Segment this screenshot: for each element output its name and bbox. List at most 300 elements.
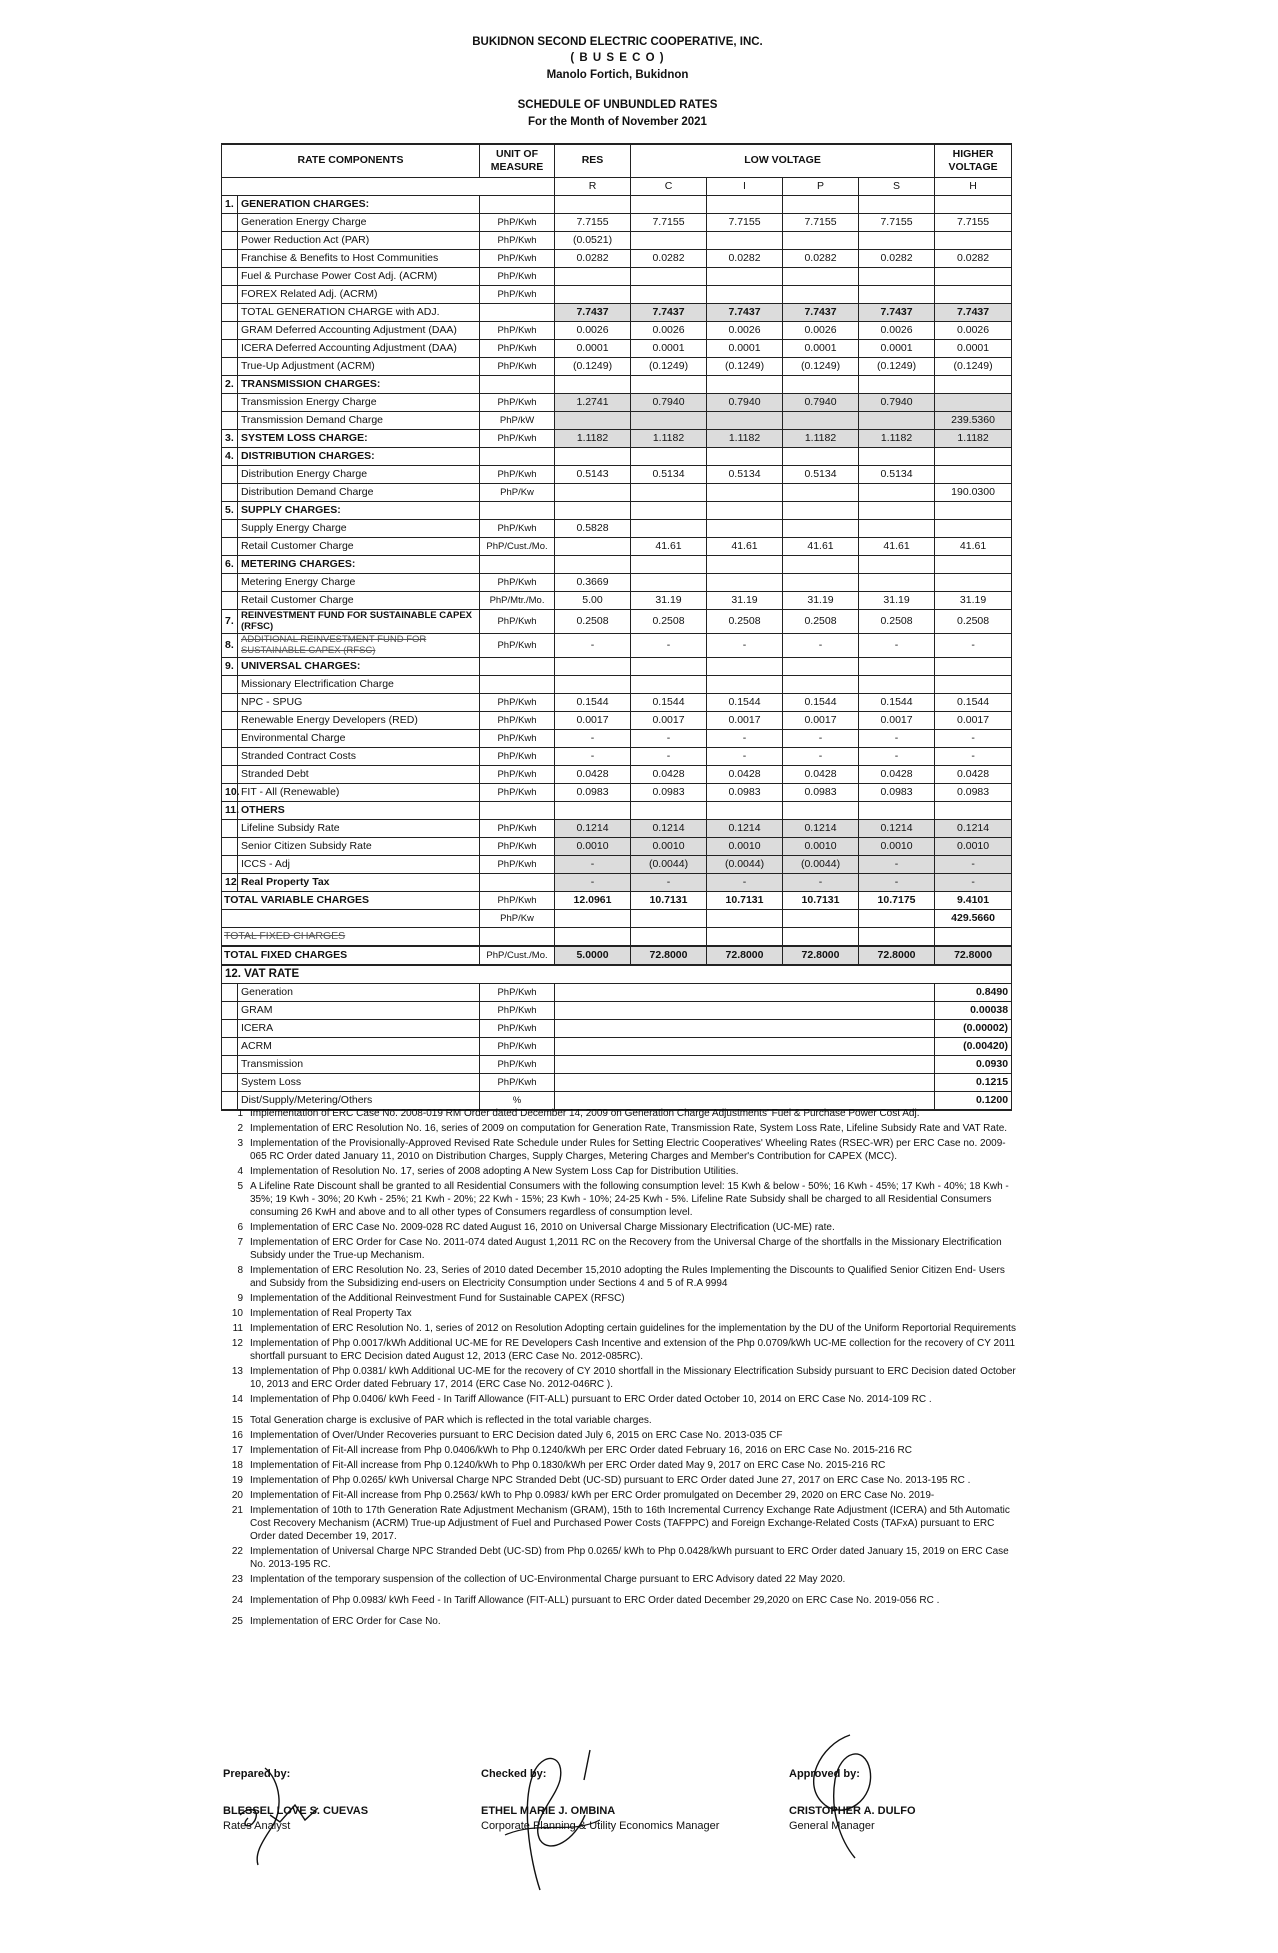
footnote-item bbox=[226, 1221, 1016, 1234]
rate-value-cell bbox=[859, 501, 935, 519]
rate-component-label: TOTAL FIXED CHARGES bbox=[222, 946, 480, 965]
rate-value-cell: 0.0001 bbox=[935, 339, 1012, 357]
res-header: RES bbox=[555, 144, 631, 177]
rate-value-cell: 0.0010 bbox=[555, 837, 631, 855]
footnote-number: 7 bbox=[237, 1237, 243, 1248]
rate-value-cell: 0.0010 bbox=[935, 837, 1012, 855]
rate-value-cell bbox=[859, 801, 935, 819]
rate-component-label: Franchise & Benefits to Host Communities bbox=[238, 249, 480, 267]
section-number: 5. bbox=[222, 501, 238, 519]
rate-component-label: FIT - All (Renewable) bbox=[238, 783, 480, 801]
rate-row bbox=[222, 819, 1012, 837]
vat-row bbox=[222, 983, 1012, 1001]
rate-value-cell bbox=[783, 909, 859, 927]
footnote-text: A Lifeline Rate Discount shall be granted to all Residential Consumers with the following consumption level: 15 Kwh & below - 50%; 16 Kwh - 45%; 17 Kwh - 40%; 18 Kwh - 35%; 19 Kwh - 30%; 20 Kwh - 25%; 21 Kwh - 20%; 22 Kwh - 15%; 23 Kwh - 10%; 24-25 Kwh - 5%. Lifeline Rate Subsidy shall be charged to all Residential Consumers consuming 26 KwH and above and to all other types of Consumers regardless of consumption level. bbox=[250, 1181, 1009, 1218]
footnote-item bbox=[226, 1322, 1016, 1335]
rate-value-cell: 10.7131 bbox=[707, 891, 783, 909]
footnote-number: 12 bbox=[231, 1338, 243, 1349]
section-number: 9. bbox=[222, 657, 238, 675]
vat-heading: 12. VAT RATE bbox=[222, 965, 1012, 984]
rate-component-label: GENERATION CHARGES: bbox=[238, 195, 480, 213]
unit-cell: PhP/Kwh bbox=[480, 393, 555, 411]
rate-row bbox=[222, 609, 1012, 633]
rate-component-label: Supply Energy Charge bbox=[238, 519, 480, 537]
rate-row bbox=[222, 465, 1012, 483]
rate-value-cell bbox=[783, 375, 859, 393]
rate-component-label: Distribution Energy Charge bbox=[238, 465, 480, 483]
footnote-item bbox=[226, 1594, 1016, 1607]
rate-value-cell bbox=[707, 657, 783, 675]
rate-value-cell bbox=[631, 411, 707, 429]
unit-cell: PhP/Kwh bbox=[480, 357, 555, 375]
rate-value-cell: 41.61 bbox=[631, 537, 707, 555]
rate-value-cell: - bbox=[707, 633, 783, 657]
rate-value-cell: 72.8000 bbox=[783, 946, 859, 965]
higher-voltage-header: HIGHER VOLTAGE bbox=[935, 144, 1012, 177]
rate-value-cell: 31.19 bbox=[631, 591, 707, 609]
footnote-item bbox=[226, 1393, 1016, 1406]
footnote-number: 4 bbox=[237, 1166, 243, 1177]
unit-cell: % bbox=[480, 1091, 555, 1110]
rate-component-label: TRANSMISSION CHARGES: bbox=[238, 375, 480, 393]
section-number bbox=[222, 249, 238, 267]
rate-value-cell: - bbox=[859, 633, 935, 657]
sub-code-cell: S bbox=[859, 177, 935, 195]
rate-value-cell: 12.0961 bbox=[555, 891, 631, 909]
rate-component-label: Renewable Energy Developers (RED) bbox=[238, 711, 480, 729]
rate-value-cell bbox=[707, 555, 783, 573]
rate-value-cell: 0.1214 bbox=[783, 819, 859, 837]
footnote-text: Implementation of Php 0.0381/ kWh Additional UC-ME for the recovery of CY 2010 shortfall in the Missionary Electrification Subsidy pursuant to ERC Decision dated October 10, 2013 and ERC Order dated February 17, 2014 (ERC Case No. 2012-046RC ). bbox=[250, 1366, 1016, 1390]
unit-cell bbox=[480, 675, 555, 693]
blank-cell bbox=[222, 177, 555, 195]
rate-row bbox=[222, 357, 1012, 375]
rate-value-cell bbox=[859, 573, 935, 591]
unit-cell: PhP/Kwh bbox=[480, 573, 555, 591]
rate-value-cell: 0.0282 bbox=[859, 249, 935, 267]
blank-cell bbox=[222, 1037, 238, 1055]
rate-value-cell: 5.00 bbox=[555, 591, 631, 609]
rate-row bbox=[222, 231, 1012, 249]
footnote-item bbox=[226, 1573, 1016, 1586]
footnote-text: Implementation of ERC Resolution No. 1, series of 2012 on Resolution Adopting certain guidelines for the implementation by the DU of the Uniform Reportorial Requirements bbox=[250, 1323, 1016, 1334]
rate-value-cell bbox=[935, 501, 1012, 519]
rate-value-cell bbox=[859, 231, 935, 249]
rate-value-cell: 0.1214 bbox=[555, 819, 631, 837]
rate-value-cell: 0.0017 bbox=[707, 711, 783, 729]
rate-value-cell: - bbox=[707, 873, 783, 891]
company-name: BUKIDNON SECOND ELECTRIC COOPERATIVE, INC. bbox=[472, 36, 763, 48]
rate-value-cell: 0.0983 bbox=[631, 783, 707, 801]
rate-value-cell bbox=[783, 519, 859, 537]
sub-code-cell: H bbox=[935, 177, 1012, 195]
rate-component-label: Metering Energy Charge bbox=[238, 573, 480, 591]
rate-value-cell: - bbox=[707, 729, 783, 747]
rate-value-cell bbox=[783, 447, 859, 465]
footnote-item bbox=[226, 1429, 1016, 1442]
section-number bbox=[222, 285, 238, 303]
rate-row bbox=[222, 591, 1012, 609]
rate-value-cell: 0.7940 bbox=[859, 393, 935, 411]
rate-value-cell: 0.0983 bbox=[935, 783, 1012, 801]
rate-value-cell bbox=[859, 909, 935, 927]
rate-value-cell: 41.61 bbox=[707, 537, 783, 555]
footnote-text: Implementation of Real Property Tax bbox=[250, 1308, 412, 1319]
unit-cell: PhP/Kwh bbox=[480, 231, 555, 249]
vat-component-label: ACRM bbox=[238, 1037, 480, 1055]
rate-value-cell bbox=[631, 285, 707, 303]
rate-value-cell bbox=[859, 927, 935, 946]
rate-value-cell: 0.2508 bbox=[555, 609, 631, 633]
rate-value-cell: 0.2508 bbox=[935, 609, 1012, 633]
rate-row bbox=[222, 375, 1012, 393]
footnote-item bbox=[226, 1180, 1016, 1219]
rate-value-cell: 0.5828 bbox=[555, 519, 631, 537]
rate-value-cell: 0.0026 bbox=[555, 321, 631, 339]
unit-cell: PhP/Kwh bbox=[480, 249, 555, 267]
rate-value-cell bbox=[707, 195, 783, 213]
rate-value-cell bbox=[555, 195, 631, 213]
footnote-number: 25 bbox=[231, 1616, 243, 1627]
unit-cell bbox=[480, 801, 555, 819]
rate-row bbox=[222, 747, 1012, 765]
rate-value-cell: (0.0521) bbox=[555, 231, 631, 249]
rate-value-cell bbox=[935, 447, 1012, 465]
footnote-text: Implementation of the Provisionally-Approved Revised Rate Schedule under Rules for Setting Electric Cooperatives' Wheeling Rates (RSEC-WR) per ERC Case no. 2009-065 RC Order dated January 11, 2010 on Distribution Charges, Supply Charges, Metering Charges and Member's Contribution for CAPEX (MCC). bbox=[250, 1138, 1006, 1162]
rate-value-cell: 239.5360 bbox=[935, 411, 1012, 429]
rate-value-cell: 1.1182 bbox=[555, 429, 631, 447]
footnotes bbox=[226, 1107, 1016, 1630]
rate-value-cell bbox=[935, 555, 1012, 573]
footnote-text: Implementation of Fit-All increase from Php 0.1240/kWh to Php 0.1830/kWh per ERC Order dated May 9, 2017 on ERC Case No. 2015-216 RC bbox=[250, 1460, 886, 1471]
rate-value-cell bbox=[935, 285, 1012, 303]
rate-value-cell: (0.0044) bbox=[783, 855, 859, 873]
rate-value-cell: 0.2508 bbox=[783, 609, 859, 633]
rate-value-cell: - bbox=[859, 855, 935, 873]
rate-value-cell bbox=[859, 519, 935, 537]
section-number: 10. bbox=[222, 783, 238, 801]
rate-value-cell bbox=[783, 573, 859, 591]
rate-value-cell: 7.7437 bbox=[707, 303, 783, 321]
rate-value-cell bbox=[859, 483, 935, 501]
signature-prepared-image bbox=[210, 1760, 340, 1870]
rate-value-cell bbox=[631, 375, 707, 393]
rate-value-cell bbox=[631, 267, 707, 285]
rate-value-cell: - bbox=[935, 873, 1012, 891]
rate-value-cell: 31.19 bbox=[859, 591, 935, 609]
blank-cell bbox=[222, 1073, 238, 1091]
rate-value-cell bbox=[707, 675, 783, 693]
unit-cell: PhP/Kwh bbox=[480, 321, 555, 339]
company-abbrev: ( B U S E C O ) bbox=[570, 52, 665, 64]
rate-value-cell bbox=[935, 657, 1012, 675]
unit-cell: PhP/Kw bbox=[480, 483, 555, 501]
footnote-number: 9 bbox=[237, 1293, 243, 1304]
rate-component-label: Fuel & Purchase Power Cost Adj. (ACRM) bbox=[238, 267, 480, 285]
rate-value-cell: - bbox=[859, 729, 935, 747]
vat-value-cell: 0.00038 bbox=[935, 1001, 1012, 1019]
rate-value-cell bbox=[783, 927, 859, 946]
unit-cell: PhP/Cust./Mo. bbox=[480, 537, 555, 555]
footnote-item bbox=[226, 1489, 1016, 1502]
sub-code-cell: R bbox=[555, 177, 631, 195]
rate-component-label: GRAM Deferred Accounting Adjustment (DAA) bbox=[238, 321, 480, 339]
rate-component-label: NPC - SPUG bbox=[238, 693, 480, 711]
rate-value-cell bbox=[631, 195, 707, 213]
footnote-number: 5 bbox=[237, 1181, 243, 1192]
vat-row bbox=[222, 1037, 1012, 1055]
rate-value-cell: 0.0026 bbox=[631, 321, 707, 339]
rate-value-cell: - bbox=[555, 747, 631, 765]
rate-value-cell: 0.0026 bbox=[935, 321, 1012, 339]
vat-component-label: System Loss bbox=[238, 1073, 480, 1091]
rate-row bbox=[222, 633, 1012, 657]
rate-value-cell bbox=[555, 927, 631, 946]
footnote-item bbox=[226, 1292, 1016, 1305]
unit-cell: PhP/Kwh bbox=[480, 747, 555, 765]
footnote-text: Implementation of Php 0.0406/ kWh Feed - In Tariff Allowance (FIT-ALL) pursuant to ERC Order dated October 10, 2014 on ERC Case No. 2014-109 RC . bbox=[250, 1394, 932, 1405]
rate-component-label: Environmental Charge bbox=[238, 729, 480, 747]
rate-value-cell bbox=[935, 675, 1012, 693]
rate-value-cell: 0.0983 bbox=[555, 783, 631, 801]
footnote-item bbox=[226, 1337, 1016, 1363]
rate-value-cell: 0.5134 bbox=[783, 465, 859, 483]
rate-value-cell bbox=[555, 411, 631, 429]
rate-value-cell: 0.0010 bbox=[631, 837, 707, 855]
rate-value-cell: 0.3669 bbox=[555, 573, 631, 591]
footnote-number: 1 bbox=[237, 1108, 243, 1119]
rate-value-cell bbox=[783, 285, 859, 303]
unit-cell bbox=[480, 657, 555, 675]
sub-code-cell: I bbox=[707, 177, 783, 195]
rate-row bbox=[222, 339, 1012, 357]
rate-value-cell: - bbox=[783, 873, 859, 891]
rate-value-cell: 429.5660 bbox=[935, 909, 1012, 927]
vat-row bbox=[222, 1019, 1012, 1037]
rate-value-cell bbox=[707, 927, 783, 946]
unit-cell: PhP/Kwh bbox=[480, 429, 555, 447]
rate-value-cell: 0.7940 bbox=[783, 393, 859, 411]
unit-cell: PhP/kW bbox=[480, 411, 555, 429]
rate-value-cell bbox=[935, 267, 1012, 285]
rate-row bbox=[222, 927, 1012, 946]
rate-row bbox=[222, 873, 1012, 891]
vat-row bbox=[222, 1073, 1012, 1091]
rate-value-cell: 7.7155 bbox=[707, 213, 783, 231]
rate-value-cell: 0.7940 bbox=[631, 393, 707, 411]
footnote-number: 14 bbox=[231, 1394, 243, 1405]
unit-cell: PhP/Kwh bbox=[480, 1019, 555, 1037]
rate-value-cell bbox=[555, 657, 631, 675]
rate-value-cell: - bbox=[631, 873, 707, 891]
rate-value-cell bbox=[555, 537, 631, 555]
unit-cell bbox=[480, 555, 555, 573]
footnote-item bbox=[226, 1474, 1016, 1487]
rate-value-cell bbox=[555, 501, 631, 519]
rate-value-cell bbox=[859, 447, 935, 465]
blank-cell bbox=[555, 1037, 935, 1055]
rate-value-cell: (0.1249) bbox=[555, 357, 631, 375]
rate-component-label: ICERA Deferred Accounting Adjustment (DAA) bbox=[238, 339, 480, 357]
rate-value-cell bbox=[631, 909, 707, 927]
rate-value-cell: - bbox=[783, 747, 859, 765]
rate-value-cell bbox=[555, 675, 631, 693]
rate-row bbox=[222, 946, 1012, 965]
rate-value-cell bbox=[935, 927, 1012, 946]
section-number bbox=[222, 819, 238, 837]
rate-value-cell bbox=[555, 483, 631, 501]
rate-value-cell bbox=[707, 411, 783, 429]
rate-row bbox=[222, 483, 1012, 501]
rate-value-cell bbox=[935, 801, 1012, 819]
rate-value-cell: 0.0017 bbox=[859, 711, 935, 729]
rate-value-cell: 0.0026 bbox=[707, 321, 783, 339]
rate-value-cell bbox=[859, 657, 935, 675]
rate-value-cell: - bbox=[555, 729, 631, 747]
unit-cell: PhP/Kwh bbox=[480, 519, 555, 537]
rate-value-cell: 0.1214 bbox=[707, 819, 783, 837]
rate-value-cell bbox=[707, 519, 783, 537]
section-number bbox=[222, 231, 238, 249]
rate-value-cell: 7.7437 bbox=[783, 303, 859, 321]
rate-value-cell: - bbox=[783, 729, 859, 747]
rate-row bbox=[222, 429, 1012, 447]
rate-row bbox=[222, 837, 1012, 855]
footnote-number: 17 bbox=[231, 1445, 243, 1456]
rate-components-header: RATE COMPONENTS bbox=[222, 144, 480, 177]
rate-value-cell: 31.19 bbox=[935, 591, 1012, 609]
rate-value-cell: 1.2741 bbox=[555, 393, 631, 411]
unit-cell bbox=[480, 195, 555, 213]
signature-checked-image bbox=[480, 1740, 620, 1900]
footnote-text: Implementation of ERC Resolution No. 16, series of 2009 on computation for Generation Rate, Transmission Rate, System Loss Rate, Lifeline Subsidy Rate and VAT Rate. bbox=[250, 1123, 1008, 1134]
footnote-item bbox=[226, 1165, 1016, 1178]
rate-value-cell: 0.0983 bbox=[707, 783, 783, 801]
footnote-text: Implementation of 10th to 17th Generation Rate Adjustment Mechanism (GRAM), 15th to 16th Incremental Currency Exchange Rate Adjustment (ICERA) and 5th Automatic Cost Recovery Mechanism (ACRM) True-up Adjustment of Fuel and Purchased Power Costs (TAFPPC) and Foreign Exchange-Related Costs (TAFxA) pursuant to ERC Order dated December 19, 2017. bbox=[250, 1505, 1010, 1542]
checked-by-title: Corporate Planning & Utility Economics Manager bbox=[481, 1820, 720, 1832]
rate-value-cell bbox=[631, 555, 707, 573]
vat-value-cell: 0.1200 bbox=[935, 1091, 1012, 1110]
rate-value-cell: (0.0044) bbox=[631, 855, 707, 873]
footnote-number: 8 bbox=[237, 1265, 243, 1276]
sub-code-cell: P bbox=[783, 177, 859, 195]
footnote-number: 22 bbox=[231, 1546, 243, 1557]
unit-cell: PhP/Kwh bbox=[480, 855, 555, 873]
rate-value-cell: - bbox=[631, 633, 707, 657]
rate-value-cell bbox=[555, 909, 631, 927]
vat-value-cell: 0.1215 bbox=[935, 1073, 1012, 1091]
section-number bbox=[222, 765, 238, 783]
rate-row bbox=[222, 213, 1012, 231]
rate-value-cell: 72.8000 bbox=[707, 946, 783, 965]
rate-value-cell: 10.7131 bbox=[631, 891, 707, 909]
rate-value-cell: 0.1214 bbox=[935, 819, 1012, 837]
rate-row bbox=[222, 711, 1012, 729]
section-number bbox=[222, 837, 238, 855]
vat-value-cell: 0.0930 bbox=[935, 1055, 1012, 1073]
rate-row bbox=[222, 447, 1012, 465]
rate-value-cell bbox=[631, 675, 707, 693]
rate-value-cell bbox=[707, 447, 783, 465]
blank-cell bbox=[222, 1019, 238, 1037]
blank-cell bbox=[555, 1055, 935, 1073]
unit-cell: PhP/Kwh bbox=[480, 711, 555, 729]
rate-value-cell: (0.1249) bbox=[631, 357, 707, 375]
footnote-text: Implementation of ERC Case No. 2008-019 RM Order dated December 14, 2009 on Generation Charge Adjustments' Fuel & Purchase Power Cost Adj. bbox=[250, 1108, 920, 1119]
rate-row bbox=[222, 909, 1012, 927]
unit-cell bbox=[480, 303, 555, 321]
rate-value-cell bbox=[859, 675, 935, 693]
rate-component-label: SYSTEM LOSS CHARGE: bbox=[238, 429, 480, 447]
footnote-number: 13 bbox=[231, 1366, 243, 1377]
rate-value-cell: - bbox=[935, 747, 1012, 765]
rate-value-cell bbox=[631, 657, 707, 675]
footnote-text: Total Generation charge is exclusive of PAR which is reflected in the total variable charges. bbox=[250, 1415, 652, 1426]
approved-by-label: Approved by: bbox=[789, 1768, 860, 1780]
vat-value-cell: 0.8490 bbox=[935, 983, 1012, 1001]
rate-value-cell: - bbox=[783, 633, 859, 657]
vat-component-label: Generation bbox=[238, 983, 480, 1001]
rate-value-cell bbox=[783, 801, 859, 819]
company-location: Manolo Fortich, Bukidnon bbox=[546, 69, 689, 81]
rate-component-label: FOREX Related Adj. (ACRM) bbox=[238, 285, 480, 303]
rate-component-label: TOTAL VARIABLE CHARGES bbox=[222, 891, 480, 909]
rate-component-label bbox=[222, 909, 480, 927]
checked-by-label: Checked by: bbox=[481, 1768, 547, 1780]
rate-row bbox=[222, 855, 1012, 873]
rate-value-cell bbox=[935, 195, 1012, 213]
rate-value-cell: 0.0026 bbox=[859, 321, 935, 339]
footnote-item bbox=[226, 1545, 1016, 1571]
unit-cell bbox=[480, 501, 555, 519]
rate-value-cell: - bbox=[555, 855, 631, 873]
signature-approved-image bbox=[780, 1730, 910, 1860]
vat-heading-row bbox=[222, 965, 1012, 984]
rate-value-cell: 1.1182 bbox=[935, 429, 1012, 447]
rate-component-label: ICCS - Adj bbox=[238, 855, 480, 873]
footnote-number: 20 bbox=[231, 1490, 243, 1501]
rate-value-cell bbox=[859, 267, 935, 285]
rate-value-cell: 0.0001 bbox=[555, 339, 631, 357]
footnote-number: 24 bbox=[231, 1595, 243, 1606]
section-number: 12 bbox=[222, 873, 238, 891]
footnote-item bbox=[226, 1307, 1016, 1320]
blank-cell bbox=[555, 1019, 935, 1037]
rate-value-cell: 0.0428 bbox=[935, 765, 1012, 783]
prepared-by-title: Rates Analyst bbox=[223, 1820, 291, 1832]
rate-value-cell: 0.0428 bbox=[555, 765, 631, 783]
footnote-text: Implementation of ERC Resolution No. 23, Series of 2010 dated December 15,2010 adopting the Rules Implementing the Discounts to Qualified Senior Citizen End- Users and Subsidy from the Subsidizing end-users on Electricity Consumption under Sections 4 and 5 of R.A 9994 bbox=[250, 1265, 1005, 1289]
section-number bbox=[222, 339, 238, 357]
rate-row bbox=[222, 285, 1012, 303]
section-number bbox=[222, 693, 238, 711]
rate-value-cell: 0.0010 bbox=[707, 837, 783, 855]
unit-cell: PhP/Kwh bbox=[480, 609, 555, 633]
rate-value-cell: - bbox=[859, 873, 935, 891]
footnote-item bbox=[226, 1615, 1016, 1628]
unit-cell bbox=[480, 447, 555, 465]
rate-value-cell: 5.0000 bbox=[555, 946, 631, 965]
footnote-number: 2 bbox=[237, 1123, 243, 1134]
unit-cell: PhP/Kwh bbox=[480, 837, 555, 855]
rate-value-cell: 31.19 bbox=[707, 591, 783, 609]
rate-value-cell: 0.0017 bbox=[935, 711, 1012, 729]
unit-cell: PhP/Kw bbox=[480, 909, 555, 927]
unit-cell bbox=[480, 927, 555, 946]
footnote-item bbox=[226, 1459, 1016, 1472]
rate-value-cell: 0.5143 bbox=[555, 465, 631, 483]
rate-value-cell: 0.0017 bbox=[631, 711, 707, 729]
